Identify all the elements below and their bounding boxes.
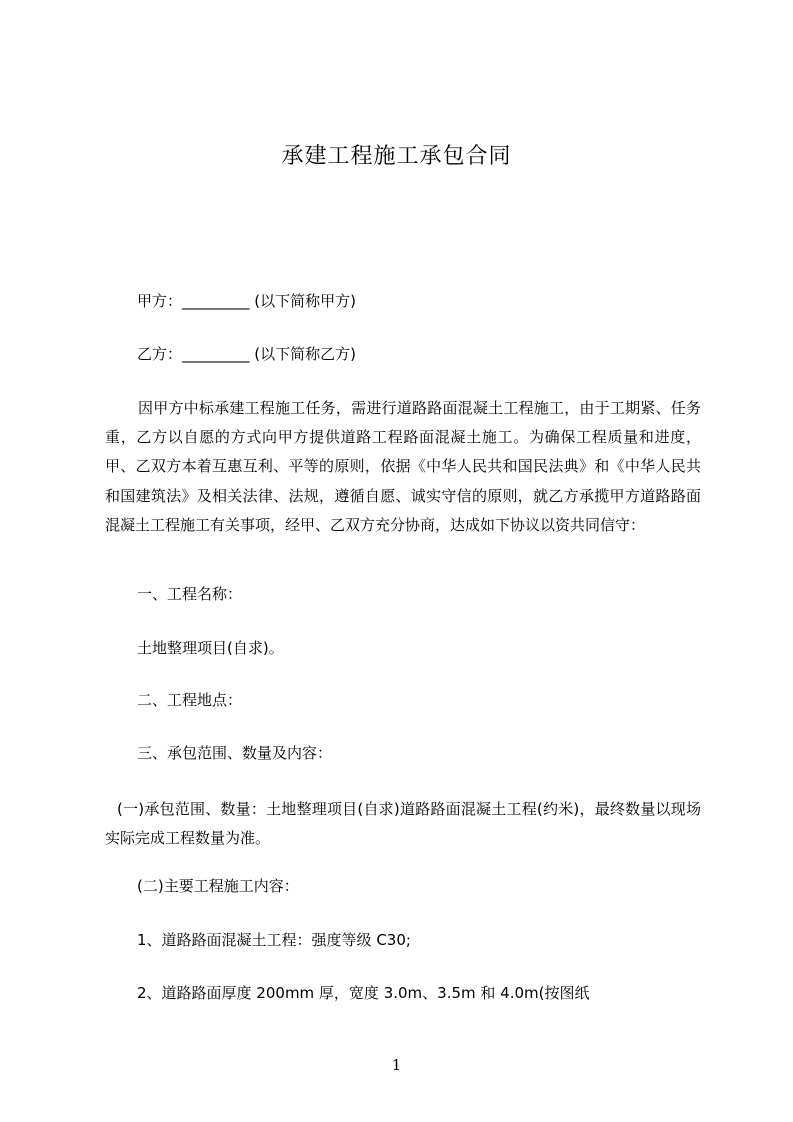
item-1: 1、道路路面混凝土工程：强度等级 C30; xyxy=(137,931,411,949)
party-a-line: 甲方：_________ (以下简称甲方) xyxy=(137,292,356,310)
contract-title: 承建工程施工承包合同 xyxy=(281,144,512,169)
preamble-paragraph: 因甲方中标承建工程施工任务，需进行道路路面混凝土工程施工，由于工期紧、任务重，乙方以自愿的方式向甲方提供道路工程路面混凝土施工。为确保工程质量和进度，甲、乙双方本着互惠互利、平等的原则，依据《中华人民共和国民法典》和《中华人民共和国建筑法》及相关法律、法规，遵循自愿、诚实守信的原则，就乙方承揽甲方道路路面混凝土工程施工有关事项，经甲、乙双方充分协商，达成如下协议以资共同信守： xyxy=(105,399,701,534)
page-number: 1 xyxy=(391,1056,402,1074)
project-name-value: 土地整理项目(自求)。 xyxy=(137,639,284,657)
section-3-heading: 三、承包范围、数量及内容： xyxy=(137,744,333,762)
item-2: 2、道路路面厚度 200mm 厚，宽度 3.0m、3.5m 和 4.0m(按图纸 xyxy=(137,984,590,1002)
section-2-heading: 二、工程地点： xyxy=(137,691,243,709)
subsection-2-heading: (二)主要工程施工内容： xyxy=(137,877,299,895)
party-b-line: 乙方：_________ (以下简称乙方) xyxy=(137,345,356,363)
section-1-heading: 一、工程名称： xyxy=(137,585,243,603)
scope-paragraph: (一)承包范围、数量：土地整理项目(自求)道路路面混凝土工程(约米)，最终数量以现场实际完成工程数量为准。 xyxy=(105,800,701,848)
